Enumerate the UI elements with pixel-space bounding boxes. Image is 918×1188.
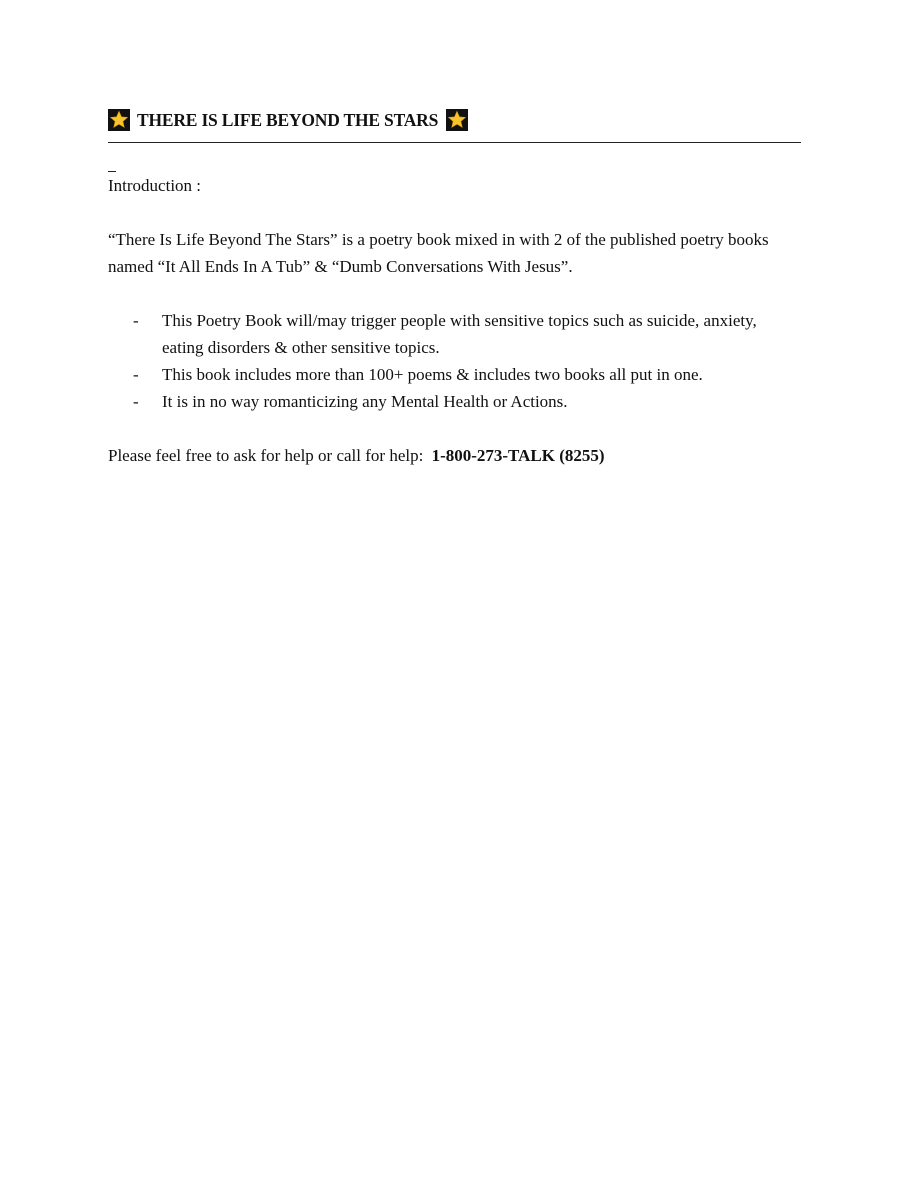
document-body — [108, 104, 808, 469]
list-item — [108, 307, 802, 361]
list-item — [108, 388, 802, 415]
bullet-dash: - — [133, 365, 139, 384]
document-title-row — [108, 104, 808, 136]
bullet-dash: - — [133, 392, 139, 411]
list-item-text: This book includes more than 100+ poems & includes two books all put in one. — [162, 365, 703, 384]
introduction-label: Introduction : — [108, 176, 202, 195]
list-item — [108, 361, 802, 388]
warning-list — [108, 307, 808, 415]
introduction-paragraph: “There Is Life Beyond The Stars” is a poetry book mixed in with 2 of the published poetry books named “It All Ends In A Tub” & “Dumb Conversations With Jesus”. — [108, 230, 769, 276]
help-text: Please feel free to ask for help or call for help: — [108, 446, 424, 465]
list-item-text: This Poetry Book will/may trigger people with sensitive topics such as suicide, anxiety, eating disorders & other sensitive topics. — [162, 311, 757, 357]
document-title: THERE IS LIFE BEYOND THE STARS — [137, 109, 439, 130]
star-emoji-icon — [446, 109, 468, 131]
star-emoji-icon — [108, 109, 130, 131]
bullet-dash: - — [133, 311, 139, 330]
list-item-text: It is in no way romanticizing any Mental Health or Actions. — [162, 392, 568, 411]
horizontal-rule — [108, 142, 801, 143]
helpline-phone-number: 1-800-273-TALK (8255) — [431, 446, 605, 465]
help-line — [108, 442, 808, 469]
